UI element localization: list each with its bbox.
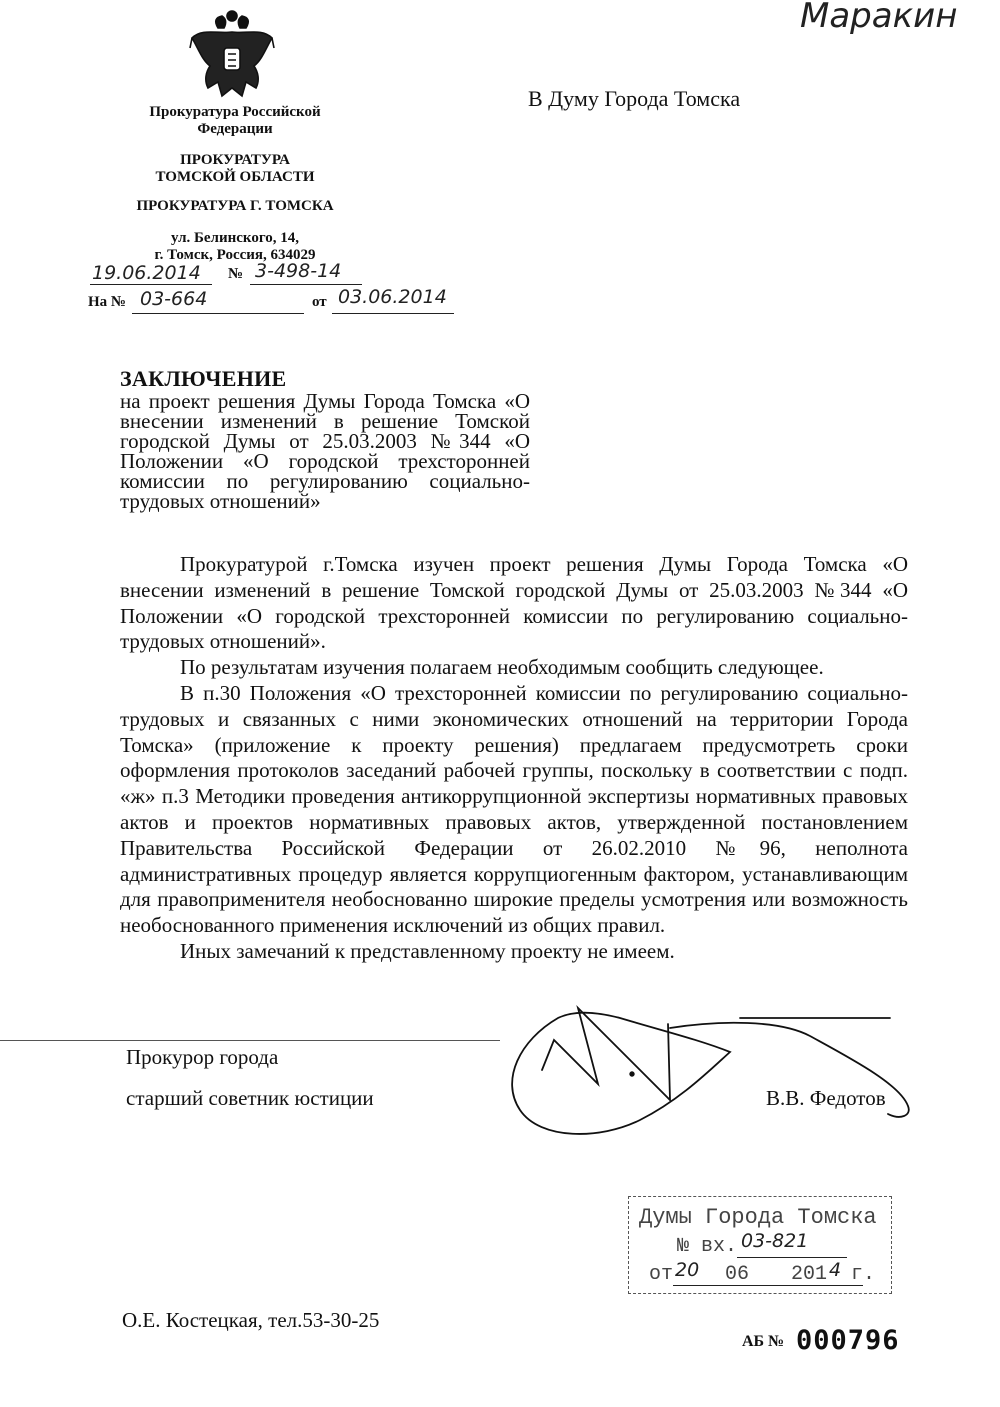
stamp-title: Думы Города Томска (639, 1205, 877, 1230)
incoming-number: 03-664 (140, 288, 208, 310)
org-line: ПРОКУРАТУРА (180, 152, 290, 168)
org-address (120, 230, 350, 264)
outgoing-date: 19.06.2014 (92, 262, 201, 284)
document-title: ЗАКЛЮЧЕНИЕ (120, 366, 287, 391)
org-city (120, 198, 350, 215)
org-line: ПРОКУРАТУРА Г. ТОМСКА (136, 198, 334, 214)
stamp-date-year: 201 (791, 1263, 828, 1286)
address-line: ул. Белинского, 14, (170, 230, 300, 246)
stamp-date-month: 06 (725, 1263, 750, 1286)
stamp-date-label: от (649, 1263, 674, 1286)
signature-icon (480, 1000, 920, 1150)
outgoing-number-label: № (228, 266, 244, 282)
body-paragraph: Иных замечаний к представленному проекту не имеем. (180, 938, 675, 963)
stamp-date-day: 20 (675, 1259, 700, 1281)
signer-rank: старший советник юстиции (126, 1086, 374, 1110)
outgoing-number: 3-498-14 (255, 260, 342, 282)
stamp-number-label: № вх. (677, 1235, 738, 1258)
ab-label: АБ № (742, 1333, 785, 1350)
signature-rule (0, 1040, 500, 1041)
document-body (120, 552, 908, 965)
registration-stamp (628, 1196, 892, 1294)
org-line: ТОМСКОЙ ОБЛАСТИ (155, 169, 315, 185)
stamp-date-year-suffix: 4 (829, 1259, 842, 1281)
org-line: Федерации (197, 121, 273, 137)
body-paragraph: Прокуратурой г.Томска изучен проект решения Думы Города Томска «О внесении изменений в решение Томской городской Думы от 25.03.2003 №344 «О Положении «О городской трехсторонней комиссии по регулированию социально-трудовых отношений». (120, 552, 908, 654)
incoming-date: 03.06.2014 (338, 286, 447, 308)
org-name (120, 104, 350, 138)
org-region (120, 152, 350, 186)
ab-number: 000796 (796, 1325, 900, 1356)
body-paragraph: В п.30 Положения «О трехсторонней комиссии по регулированию социально-трудовых и связанных с ними экономических отношений на территории Города Томска» (приложение к проекту решения) предлагаем предусмотреть сроки оформления протоколов заседаний рабочей группы, поскольку в соответствии с подп. «ж» п.3 Методики проведения антикоррупционной экспертизы нормативных правовых актов и проектов нормативных правовых актов, утвержденной постановлением Правительства Российской Федерации от 26.02.2010 №96, неполнота административных процедур является коррупциогенным фактором, устанавливающим для правоприменителя необоснованно широкие пределы усмотрения или возможность необоснованного применения исключений из общих правил. (120, 680, 908, 938)
executor-contact: О.Е. Костецкая, тел.53-30-25 (122, 1308, 380, 1332)
org-line: Прокуратура Российской (149, 104, 321, 120)
emblem-icon (188, 8, 276, 104)
signer-name: В.В. Федотов (766, 1086, 886, 1110)
stamp-date-suffix: г. (851, 1263, 876, 1286)
incoming-date-label: от (312, 294, 327, 310)
handwritten-note: Маракин (800, 0, 958, 36)
incoming-label: На № (88, 294, 126, 310)
address-line: г. Томск, Россия, 634029 (154, 247, 316, 263)
stamp-number-value: 03-821 (741, 1230, 809, 1252)
body-paragraph: По результатам изучения полагаем необходимым сообщить следующее. (180, 655, 824, 680)
addressee: В Думу Города Томска (528, 86, 741, 111)
signer-position: Прокурор города (126, 1045, 279, 1069)
document-subject: на проект решения Думы Города Томска «О внесении изменений в решение Томской городской Думы от 25.03.2003 №344 «О Положении «О городской трехсторонней комиссии по регулированию социально-трудовых отношений» (120, 389, 530, 513)
